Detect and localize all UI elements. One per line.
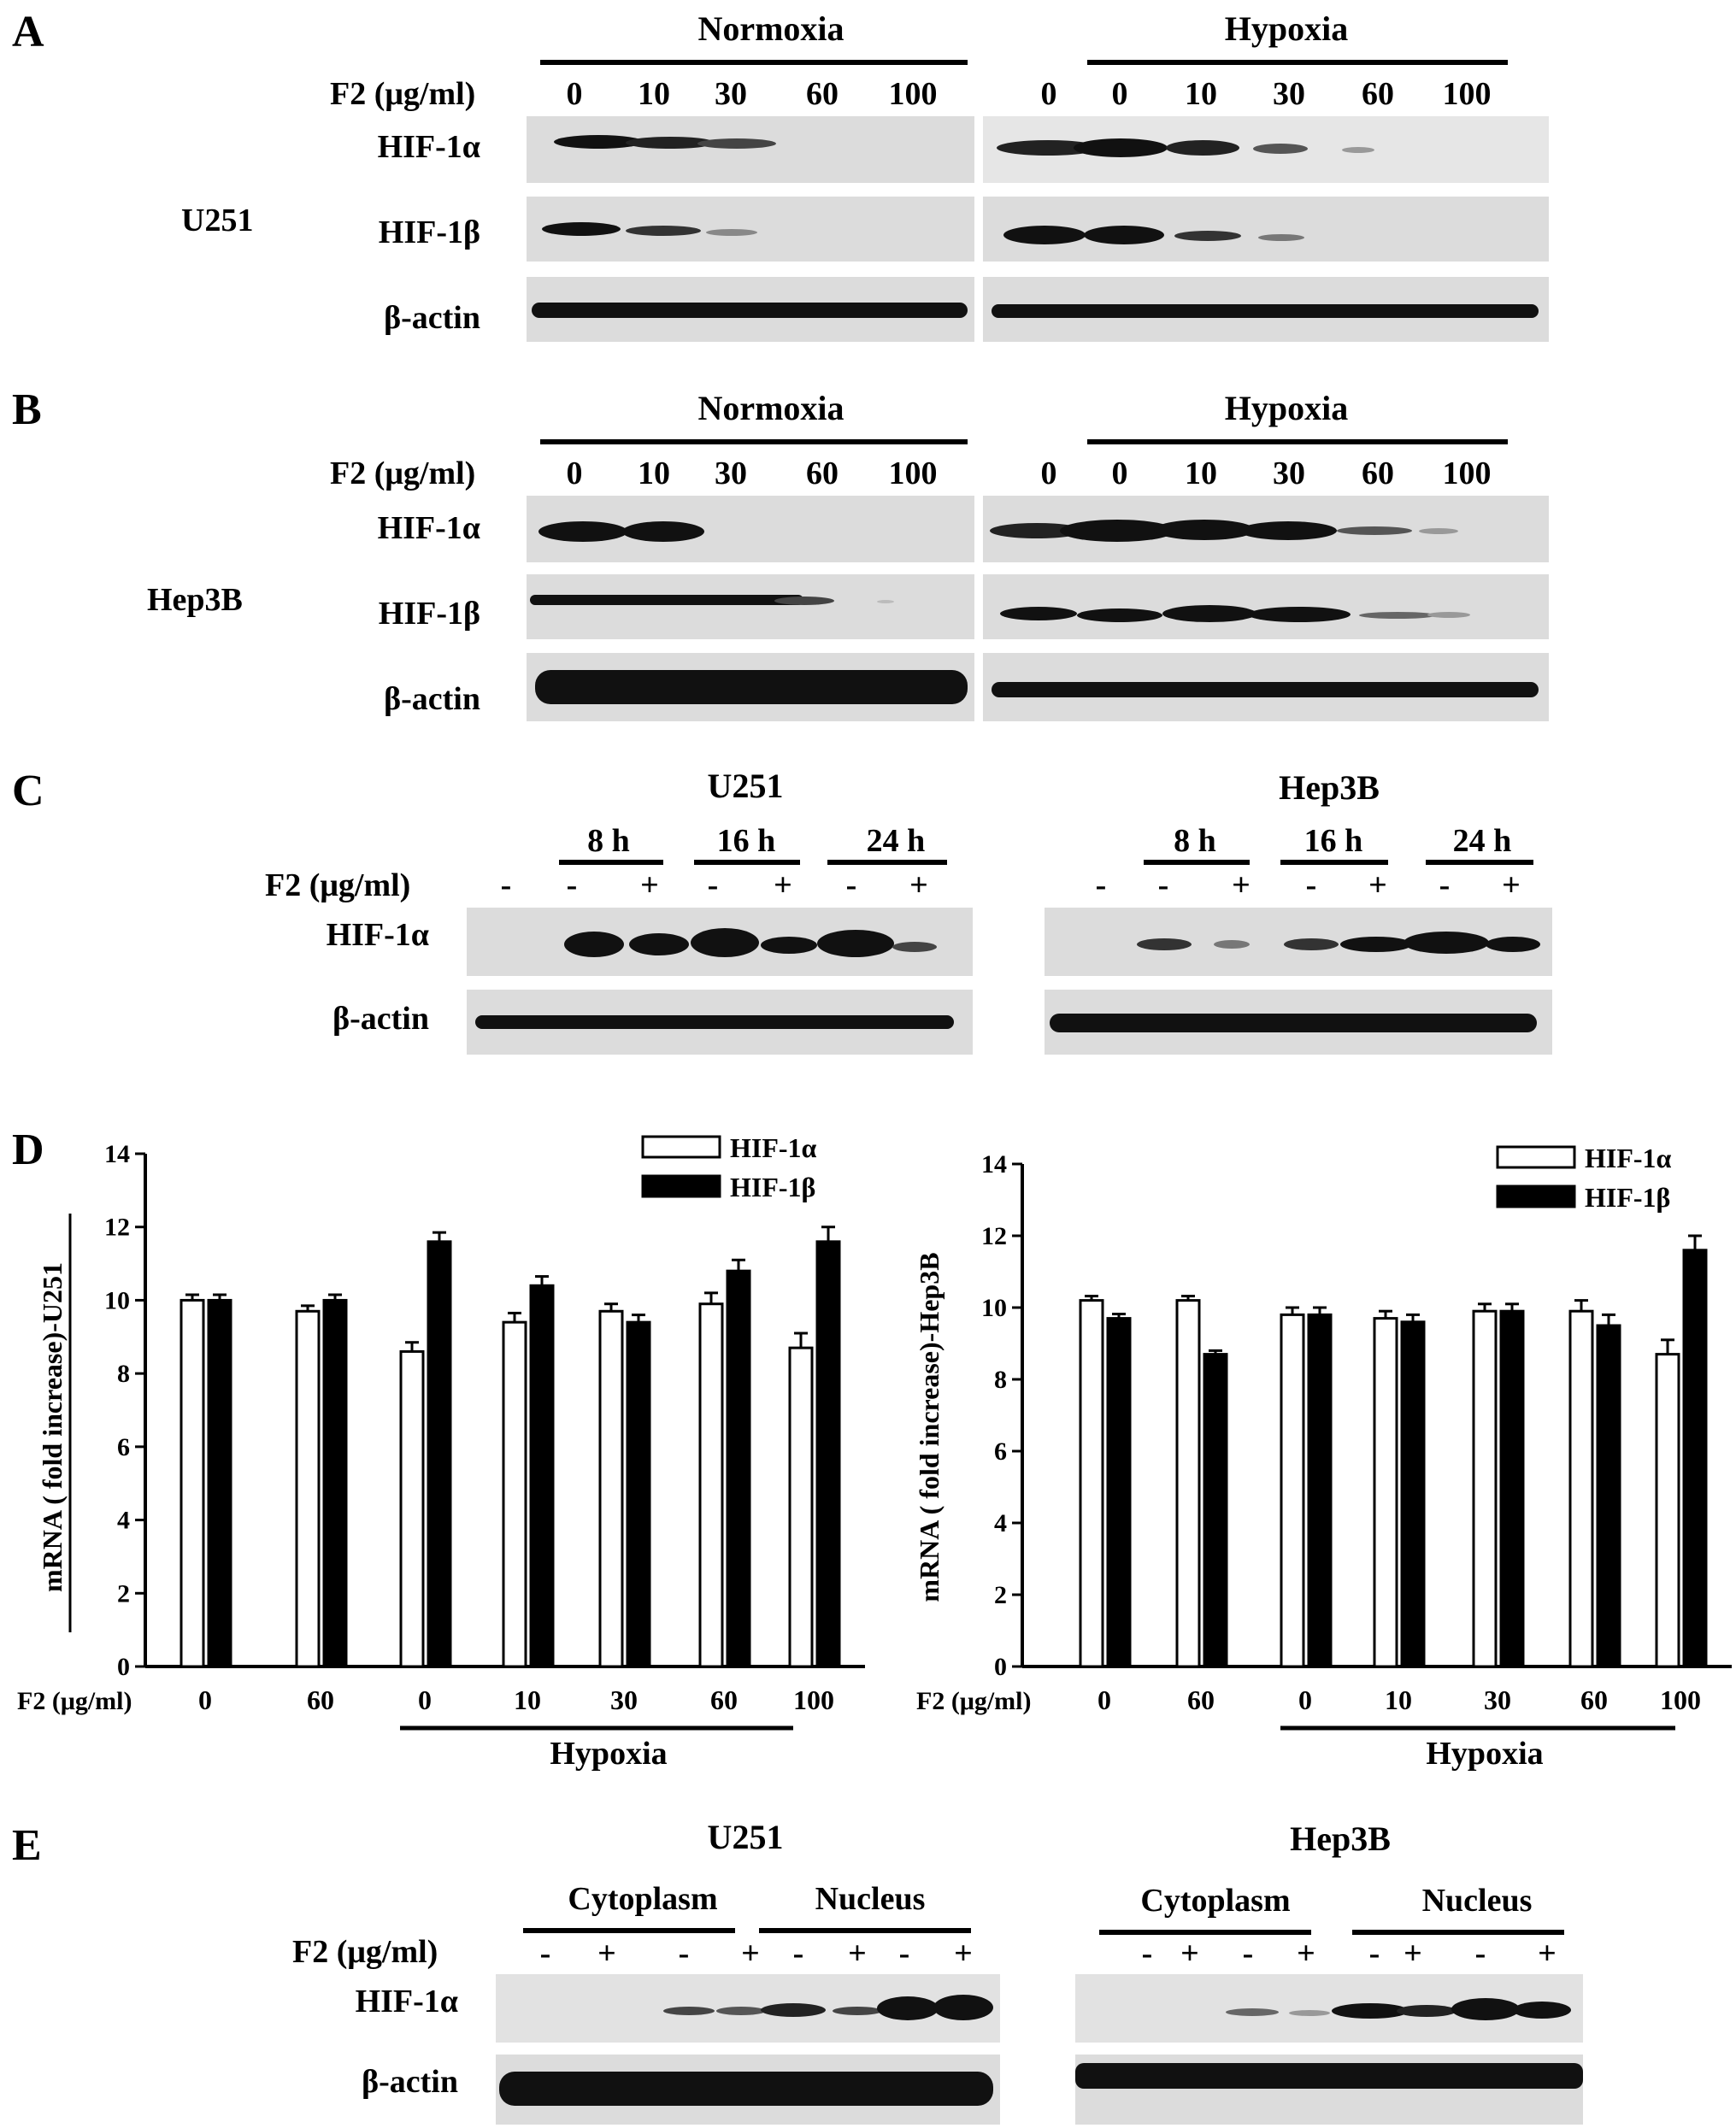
- x-tick-label: 0: [198, 1684, 212, 1715]
- panel-a-normoxia-title: Normoxia: [697, 9, 844, 48]
- panel-c-time: 16 h: [716, 823, 776, 859]
- panel-b-dose: 30: [1273, 456, 1305, 491]
- panel-e-cytoplasm: Cytoplasm: [1140, 1883, 1291, 1919]
- panel-b-dose: 100: [1442, 456, 1492, 491]
- bar-hif1a: [1657, 1355, 1679, 1667]
- panel-a-row-actin: β-actin: [384, 300, 480, 336]
- panel-a-row-hif1b: HIF-1β: [378, 215, 480, 250]
- bar-hif1a: [1281, 1314, 1303, 1667]
- legend-label-hif1a: HIF-1α: [1585, 1143, 1672, 1173]
- panel-c-time-rule: [1144, 860, 1250, 865]
- panel-c-sign: -: [845, 867, 857, 903]
- bar-hif1b: [428, 1242, 450, 1667]
- panel-e-letter: E: [12, 1821, 42, 1870]
- blot-a-hif1b-normoxia: [527, 197, 974, 262]
- panel-c-time: 8 h: [587, 823, 630, 859]
- panel-e-sign: +: [1297, 1936, 1315, 1972]
- panel-b-hypoxia-rule: [1087, 439, 1508, 444]
- panel-b-hypoxia-title: Hypoxia: [1224, 389, 1349, 427]
- panel-c-sign: -: [1095, 867, 1107, 903]
- panel-a-dose: 10: [638, 76, 670, 112]
- panel-c-sign: +: [640, 867, 659, 903]
- panel-b-letter: B: [12, 385, 42, 434]
- legend-swatch-hif1b: [643, 1176, 720, 1196]
- panel-e-u251-title: U251: [707, 1818, 784, 1856]
- blot-e-hif1a-u251: [496, 1974, 1000, 2043]
- x-tick-label: 0: [1298, 1684, 1312, 1715]
- panel-b-row-hif1b: HIF-1β: [378, 596, 480, 632]
- panel-e-cytoplasm-rule: [1099, 1930, 1311, 1935]
- bar-hif1b: [531, 1285, 553, 1667]
- bar-hif1a: [600, 1311, 622, 1667]
- legend-swatch-hif1a: [643, 1137, 720, 1157]
- panel-b-dose: 10: [1185, 456, 1217, 491]
- panel-c-letter: C: [12, 767, 44, 815]
- panel-c-sign: +: [774, 867, 792, 903]
- y-axis-label: mRNA ( fold increase)-U251: [37, 1261, 68, 1593]
- y-tick-label: 0: [117, 1653, 130, 1681]
- bar-hif1a: [297, 1311, 319, 1667]
- blot-c-actin-u251: [467, 990, 973, 1055]
- panel-c-time-rule: [694, 860, 800, 865]
- panel-a-hypoxia-rule: [1087, 60, 1508, 65]
- panel-c-hep3b-title: Hep3B: [1279, 768, 1380, 807]
- y-tick-label: 4: [994, 1509, 1007, 1537]
- panel-b-dose: 100: [888, 456, 938, 491]
- y-tick-label: 6: [994, 1437, 1007, 1466]
- panel-a-dose: 60: [1362, 76, 1394, 112]
- legend-label-hif1a: HIF-1α: [730, 1132, 817, 1163]
- hypoxia-group-label: Hypoxia: [550, 1736, 668, 1772]
- legend-swatch-hif1b: [1498, 1186, 1574, 1207]
- x-tick-label: 60: [710, 1684, 738, 1715]
- y-tick-label: 12: [104, 1213, 130, 1242]
- panel-c-sign: +: [909, 867, 928, 903]
- panel-a-dose: 0: [1040, 76, 1057, 112]
- panel-e-sign: +: [741, 1936, 760, 1972]
- x-tick-label: 0: [418, 1684, 432, 1715]
- panel-b-normoxia-title: Normoxia: [697, 389, 844, 427]
- hypoxia-group-label: Hypoxia: [1426, 1736, 1544, 1772]
- y-tick-label: 10: [981, 1294, 1007, 1322]
- bar-hif1a: [1570, 1311, 1592, 1667]
- panel-c-row-actin: β-actin: [332, 1001, 429, 1037]
- blot-a-hif1a-normoxia: [527, 116, 974, 183]
- panel-e-nucleus-rule: [1352, 1930, 1564, 1935]
- panel-e-sign: +: [1404, 1936, 1422, 1972]
- blot-b-actin-normoxia: [527, 653, 974, 721]
- panel-c-u251-title: U251: [707, 767, 784, 805]
- blot-b-hif1a-normoxia: [527, 496, 974, 562]
- panel-c-sign: -: [500, 867, 512, 903]
- legend-label-hif1b: HIF-1β: [730, 1172, 816, 1202]
- panel-a-dose: 100: [1442, 76, 1492, 112]
- panel-c-sign: -: [1439, 867, 1451, 903]
- bar-hif1b: [1108, 1319, 1130, 1667]
- y-tick-label: 10: [104, 1286, 130, 1315]
- panel-e-dose-label: F2 (μg/ml): [292, 1934, 438, 1970]
- panel-e-sign: -: [792, 1936, 804, 1972]
- panel-b-row-hif1a: HIF-1α: [377, 510, 480, 546]
- bar-hif1b: [209, 1300, 231, 1667]
- blot-b-hif1b-hypoxia: [983, 574, 1549, 639]
- bar-hif1b: [1204, 1355, 1227, 1667]
- panel-a-normoxia-rule: [540, 60, 968, 65]
- panel-c-time-rule: [1280, 860, 1388, 865]
- y-tick-label: 2: [994, 1581, 1007, 1609]
- panel-c-time: 24 h: [1452, 823, 1512, 859]
- y-tick-label: 14: [104, 1140, 130, 1168]
- panel-e-hep3b-title: Hep3B: [1290, 1819, 1391, 1858]
- panel-a-hypoxia-title: Hypoxia: [1224, 9, 1349, 48]
- bar-hif1a: [790, 1348, 812, 1667]
- panel-c-sign: +: [1232, 867, 1251, 903]
- y-tick-label: 4: [117, 1506, 130, 1535]
- panel-e-row-actin: β-actin: [362, 2064, 458, 2100]
- bar-hif1a: [1474, 1311, 1496, 1667]
- y-tick-label: 8: [994, 1366, 1007, 1394]
- panel-b-normoxia-rule: [540, 439, 968, 444]
- panel-e-sign: -: [539, 1936, 551, 1972]
- legend-swatch-hif1a: [1498, 1147, 1574, 1167]
- panel-a-dose: 30: [715, 76, 747, 112]
- panel-e-sign: +: [597, 1936, 616, 1972]
- panel-e-sign: -: [898, 1936, 910, 1972]
- bar-hif1a: [1177, 1301, 1199, 1667]
- bar-hif1a: [503, 1322, 526, 1667]
- blot-b-hif1a-hypoxia: [983, 496, 1549, 562]
- panel-c-row-hif1a: HIF-1α: [326, 917, 429, 953]
- panel-a-dose: 0: [566, 76, 583, 112]
- bar-hif1b: [1598, 1326, 1620, 1667]
- panel-e-sign: -: [1474, 1936, 1486, 1972]
- bar-hif1a: [700, 1304, 722, 1667]
- panel-b-cell-line: Hep3B: [147, 582, 243, 618]
- panel-c-time: 16 h: [1303, 823, 1363, 859]
- bar-hif1b: [1309, 1314, 1331, 1667]
- panel-c-time-rule: [559, 860, 663, 865]
- panel-c-dose-label: F2 (μg/ml): [265, 867, 411, 903]
- panel-b-dose: 60: [1362, 456, 1394, 491]
- x-tick-label: 100: [793, 1684, 834, 1715]
- panel-b-dose: 0: [1111, 456, 1128, 491]
- bar-hif1b: [627, 1322, 650, 1667]
- panel-b-dose: 0: [1040, 456, 1057, 491]
- panel-c-sign: +: [1502, 867, 1521, 903]
- blot-e-hif1a-hep3b: [1075, 1974, 1583, 2043]
- panel-a-dose: 30: [1273, 76, 1305, 112]
- y-tick-label: 14: [981, 1150, 1007, 1179]
- panel-c-sign: -: [707, 867, 719, 903]
- blot-e-actin-u251: [496, 2055, 1000, 2125]
- blot-c-actin-hep3b: [1045, 990, 1552, 1055]
- x-tick-label: 60: [1580, 1684, 1608, 1715]
- panel-c-sign: -: [566, 867, 578, 903]
- blot-c-hif1a-u251: [467, 908, 973, 976]
- panel-e-sign: +: [848, 1936, 867, 1972]
- panel-a-dose: 100: [888, 76, 938, 112]
- y-tick-label: 6: [117, 1432, 130, 1461]
- panel-b-dose: 10: [638, 456, 670, 491]
- x-axis-dose-label: F2 (μg/ml): [916, 1687, 1032, 1715]
- panel-c-sign: +: [1368, 867, 1387, 903]
- blot-a-hif1a-hypoxia: [983, 116, 1549, 183]
- y-tick-label: 8: [117, 1360, 130, 1389]
- blot-b-hif1b-normoxia: [527, 574, 974, 639]
- x-tick-label: 0: [1098, 1684, 1111, 1715]
- panel-e-cytoplasm-rule: [523, 1928, 735, 1933]
- blot-a-actin-normoxia: [527, 277, 974, 342]
- panel-c-time: 8 h: [1174, 823, 1216, 859]
- x-tick-label: 30: [610, 1684, 638, 1715]
- panel-e-row-hif1a: HIF-1α: [355, 1984, 458, 2019]
- bar-hif1b: [1501, 1311, 1523, 1667]
- x-tick-label: 100: [1660, 1684, 1701, 1715]
- panel-c-time-rule: [1426, 860, 1533, 865]
- y-tick-label: 12: [981, 1222, 1007, 1250]
- legend-label-hif1b: HIF-1β: [1585, 1182, 1671, 1213]
- blot-e-actin-hep3b: [1075, 2055, 1583, 2125]
- panel-e-sign: -: [1368, 1936, 1380, 1972]
- panel-a-dose: 10: [1185, 76, 1217, 112]
- panel-e-sign: +: [954, 1936, 973, 1972]
- x-tick-label: 60: [307, 1684, 334, 1715]
- blot-b-actin-hypoxia: [983, 653, 1549, 721]
- panel-d-charts: [0, 1111, 1736, 1795]
- panel-e-sign: -: [1242, 1936, 1254, 1972]
- y-tick-label: 0: [994, 1653, 1007, 1681]
- bar-hif1b: [817, 1242, 839, 1667]
- panel-c-time: 24 h: [866, 823, 926, 859]
- bar-hif1b: [1402, 1322, 1424, 1667]
- panel-d-letter: D: [12, 1126, 44, 1174]
- panel-a-cell-line: U251: [181, 203, 254, 238]
- panel-b-dose: 60: [806, 456, 839, 491]
- bar-hif1b: [727, 1271, 750, 1667]
- bar-hif1b: [324, 1300, 346, 1667]
- panel-c-time-rule: [827, 860, 947, 865]
- panel-a-dose: 0: [1111, 76, 1128, 112]
- bar-hif1a: [1080, 1301, 1103, 1667]
- panel-e-sign: +: [1180, 1936, 1199, 1972]
- panel-b-dose-label: F2 (μg/ml): [330, 456, 476, 491]
- panel-e-sign: -: [1141, 1936, 1153, 1972]
- x-axis-dose-label: F2 (μg/ml): [17, 1687, 132, 1715]
- bar-hif1a: [401, 1351, 423, 1667]
- panel-e-nucleus: Nucleus: [1421, 1883, 1533, 1919]
- panel-c-sign: -: [1305, 867, 1317, 903]
- blot-c-hif1a-hep3b: [1045, 908, 1552, 976]
- y-axis-label: mRNA ( fold increase)-Hep3B: [914, 1252, 945, 1602]
- panel-e-sign: -: [678, 1936, 690, 1972]
- x-tick-label: 30: [1484, 1684, 1511, 1715]
- panel-c-sign: -: [1157, 867, 1169, 903]
- panel-b-dose: 0: [566, 456, 583, 491]
- x-tick-label: 60: [1187, 1684, 1215, 1715]
- panel-a-dose: 60: [806, 76, 839, 112]
- bar-hif1a: [1374, 1319, 1397, 1667]
- x-tick-label: 10: [514, 1684, 541, 1715]
- panel-e-nucleus-rule: [759, 1928, 971, 1933]
- panel-b-dose: 30: [715, 456, 747, 491]
- y-tick-label: 2: [117, 1579, 130, 1608]
- panel-e-nucleus: Nucleus: [815, 1881, 926, 1917]
- x-tick-label: 10: [1385, 1684, 1412, 1715]
- panel-e-sign: +: [1538, 1936, 1557, 1972]
- panel-a-row-hif1a: HIF-1α: [377, 129, 480, 165]
- bar-hif1a: [181, 1300, 203, 1667]
- panel-a-dose-label: F2 (μg/ml): [330, 76, 476, 112]
- blot-a-actin-hypoxia: [983, 277, 1549, 342]
- bar-hif1b: [1684, 1250, 1706, 1667]
- panel-a-letter: A: [12, 8, 44, 56]
- blot-a-hif1b-hypoxia: [983, 197, 1549, 262]
- panel-e-cytoplasm: Cytoplasm: [568, 1881, 718, 1917]
- panel-b-row-actin: β-actin: [384, 681, 480, 717]
